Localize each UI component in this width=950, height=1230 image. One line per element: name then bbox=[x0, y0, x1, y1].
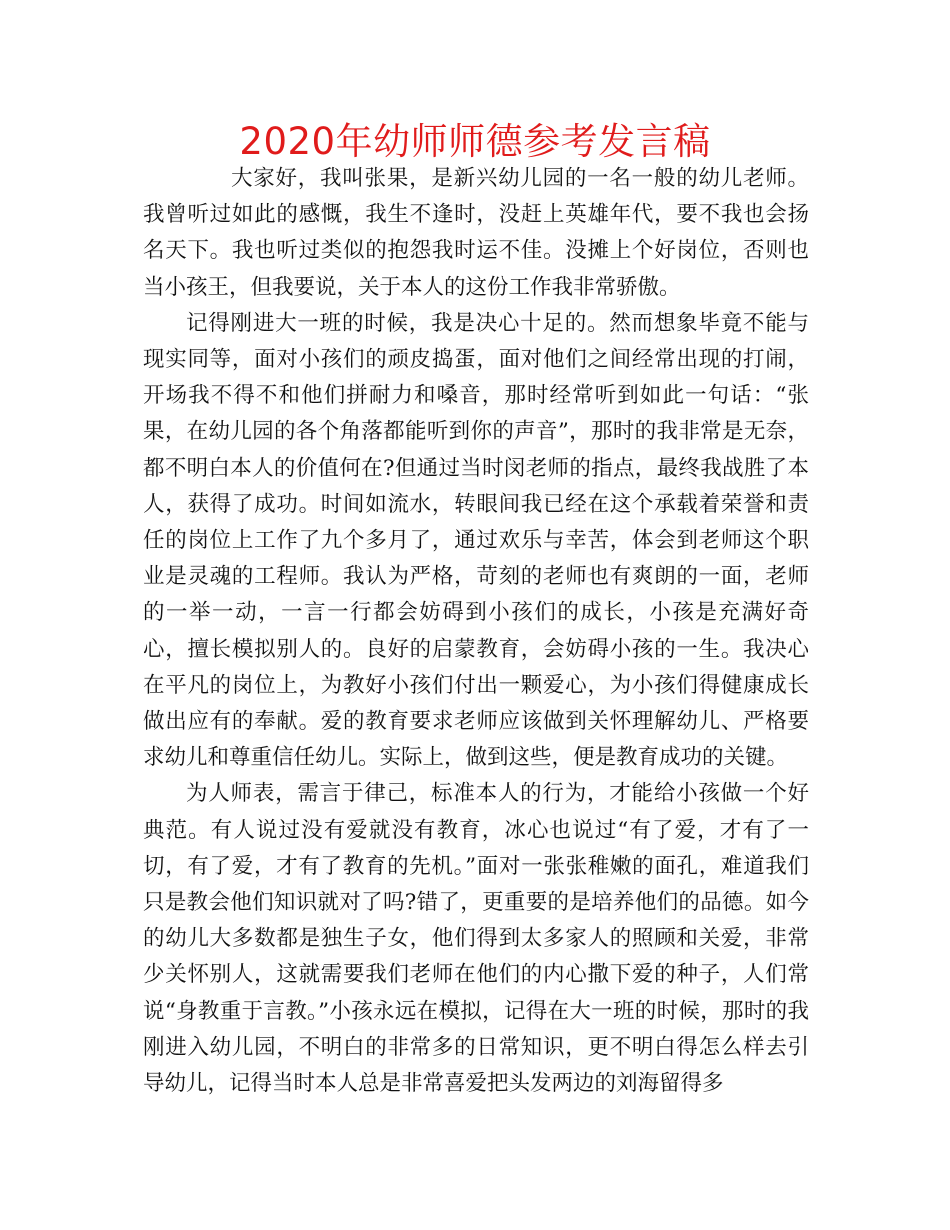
paragraph-3: 为人师表，需言于律己，标准本人的行为，才能给小孩做一个好典范。有人说过没有爱就没有教育，冰心也说过“有了爱，才有了一切，有了爱，才有了教育的先机。”面对一张张稚嫩的面孔，难道我们只是教会他们知识就对了吗?错了，更重要的是培养他们的品德。如今的幼儿大多数都是独生子女，他们得到太多家人的照顾和关爱，非常少关怀别人，这就需要我们老师在他们的内心撒下爱的种子，人们常说“身教重于言教。”小孩永远在模拟，记得在大一班的时候，那时的我刚进入幼儿园，不明白的非常多的日常知识，更不明白得怎么样去引导幼儿，记得当时本人总是非常喜爱把头发两边的刘海留得多 bbox=[143, 781, 809, 1097]
document-body bbox=[143, 161, 809, 1102]
document-title: 2020年幼师师德参考发言稿 bbox=[239, 120, 711, 163]
paragraph-2: 记得刚进大一班的时候，我是决心十足的。然而想象毕竟不能与现实同等，面对小孩们的顽皮捣蛋，面对他们之间经常出现的打闹，开场我不得不和他们拼耐力和嗓音，那时经常听到如此一句话：“张果，在幼儿园的各个角落都能听到你的声音”，那时的我非常是无奈，都不明白本人的价值何在?但通过当时闵老师的指点，最终我战胜了本人，获得了成功。时间如流水，转眼间我已经在这个承载着荣誉和责任的岗位上工作了九个多月了，通过欢乐与幸苦，体会到老师这个职业是灵魂的工程师。我认为严格，苛刻的老师也有爽朗的一面，老师的一举一动，一言一行都会妨碍到小孩们的成长，小孩是充满好奇心，擅长模拟别人的。良好的启蒙教育，会妨碍小孩的一生。我决心在平凡的岗位上，为教好小孩们付出一颗爱心，为小孩们得健康成长做出应有的奉献。爱的教育要求老师应该做到关怀理解幼儿、严格要求幼儿和尊重信任幼儿。实际上，做到这些，便是教育成功的关键。 bbox=[143, 310, 809, 771]
paragraph-1: 大家好，我叫张果，是新兴幼儿园的一名一般的幼儿老师。我曾听过如此的感慨，我生不逢时，没赶上英雄年代，要不我也会扬名天下。我也听过类似的抱怨我时运不佳。没摊上个好岗位，否则也当小孩王，但我要说，关于本人的这份工作我非常骄傲。 bbox=[143, 166, 809, 300]
